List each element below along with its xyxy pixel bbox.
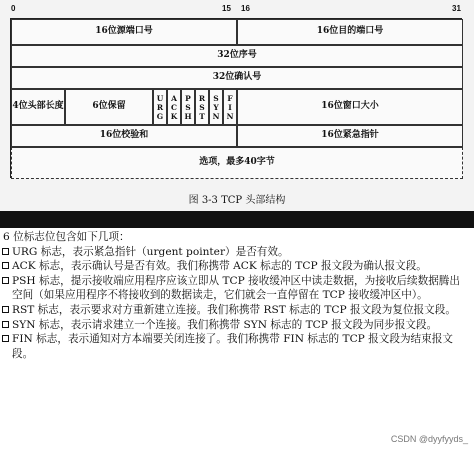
- list-item-psh: [0, 274, 474, 303]
- list-item-text: FIN 标志，表示通知对方本端要关闭连接了。我们称携带 FIN 标志的 TCP 报文段为结束报文段。: [12, 333, 453, 360]
- flag-syn: [209, 89, 223, 125]
- list-item-syn: [0, 318, 474, 333]
- watermark: CSDN @dyyfyyds_: [390, 434, 468, 444]
- checkbox-icon: [2, 335, 9, 342]
- list-item-text: ACK 标志，表示确认号是否有效。我们称携带 ACK 标志的 TCP 报文段为确认报文段。: [12, 260, 427, 273]
- flag-rst: [195, 89, 209, 125]
- flag-psh-label: PSH: [183, 93, 193, 121]
- checkbox-icon: [2, 321, 9, 328]
- header-length-field: 4位头部长度: [11, 89, 65, 125]
- options-field: 选项，最多40字节: [11, 147, 463, 179]
- bit-label-31: 31: [452, 4, 461, 13]
- list-item-text: RST 标志，表示要求对方重新建立连接。我们称携带 RST 标志的 TCP 报文段为复位报文段。: [12, 303, 456, 316]
- tcp-header-figure: [0, 0, 474, 211]
- list-item-text: URG 标志，表示紧急指针（urgent pointer）是否有效。: [12, 245, 289, 258]
- ack-number-field: 32位确认号: [11, 67, 463, 89]
- flag-urg-label: URG: [155, 93, 165, 121]
- list-item-fin: [0, 332, 474, 361]
- intro-text: 6 位标志位包含如下几项：: [3, 231, 130, 243]
- figure-caption: 图 3-3 TCP 头部结构: [188, 195, 286, 206]
- urgent-pointer-field: 16位紧急指针: [237, 125, 463, 147]
- window-size-field: 16位窗口大小: [237, 89, 463, 125]
- checksum-field: 16位校验和: [11, 125, 237, 147]
- list-item-text: PSH 标志，提示接收端应用程序应该立即从 TCP 接收缓冲区中读走数据，为接收后续数据腾出空间（如果应用程序不将接收到的数据读走，它们就会一直停留在 TCP 接收缓冲区中）。: [12, 274, 460, 302]
- list-item-ack: [0, 259, 474, 274]
- flag-urg: [153, 89, 167, 125]
- src-port-field: 16位源端口号: [11, 19, 237, 45]
- divider-bar: [0, 211, 474, 228]
- checkbox-icon: [2, 277, 9, 284]
- tcp-header-diagram: [10, 18, 462, 178]
- reserved-field: 6位保留: [65, 89, 153, 125]
- bit-label-16: 16: [241, 4, 250, 13]
- checkbox-icon: [2, 248, 9, 255]
- flag-ack-label: ACK: [169, 93, 179, 121]
- flag-syn-label: SYN: [211, 93, 221, 121]
- list-item-urg: [0, 245, 474, 260]
- flag-ack: [167, 89, 181, 125]
- checkbox-icon: [2, 262, 9, 269]
- flag-description: [0, 230, 474, 361]
- dst-port-field: 16位目的端口号: [237, 19, 463, 45]
- bit-label-0: 0: [11, 4, 16, 13]
- flag-fin: [223, 89, 237, 125]
- checkbox-icon: [2, 306, 9, 313]
- flag-rst-label: RST: [197, 93, 207, 121]
- list-item-rst: [0, 303, 474, 318]
- list-item-text: SYN 标志，表示请求建立一个连接。我们称携带 SYN 标志的 TCP 报文段为同步报文段。: [12, 318, 438, 331]
- sequence-number-field: 32位序号: [11, 45, 463, 67]
- bit-label-15: 15: [222, 4, 231, 13]
- flag-psh: [181, 89, 195, 125]
- flag-fin-label: FIN: [225, 93, 235, 121]
